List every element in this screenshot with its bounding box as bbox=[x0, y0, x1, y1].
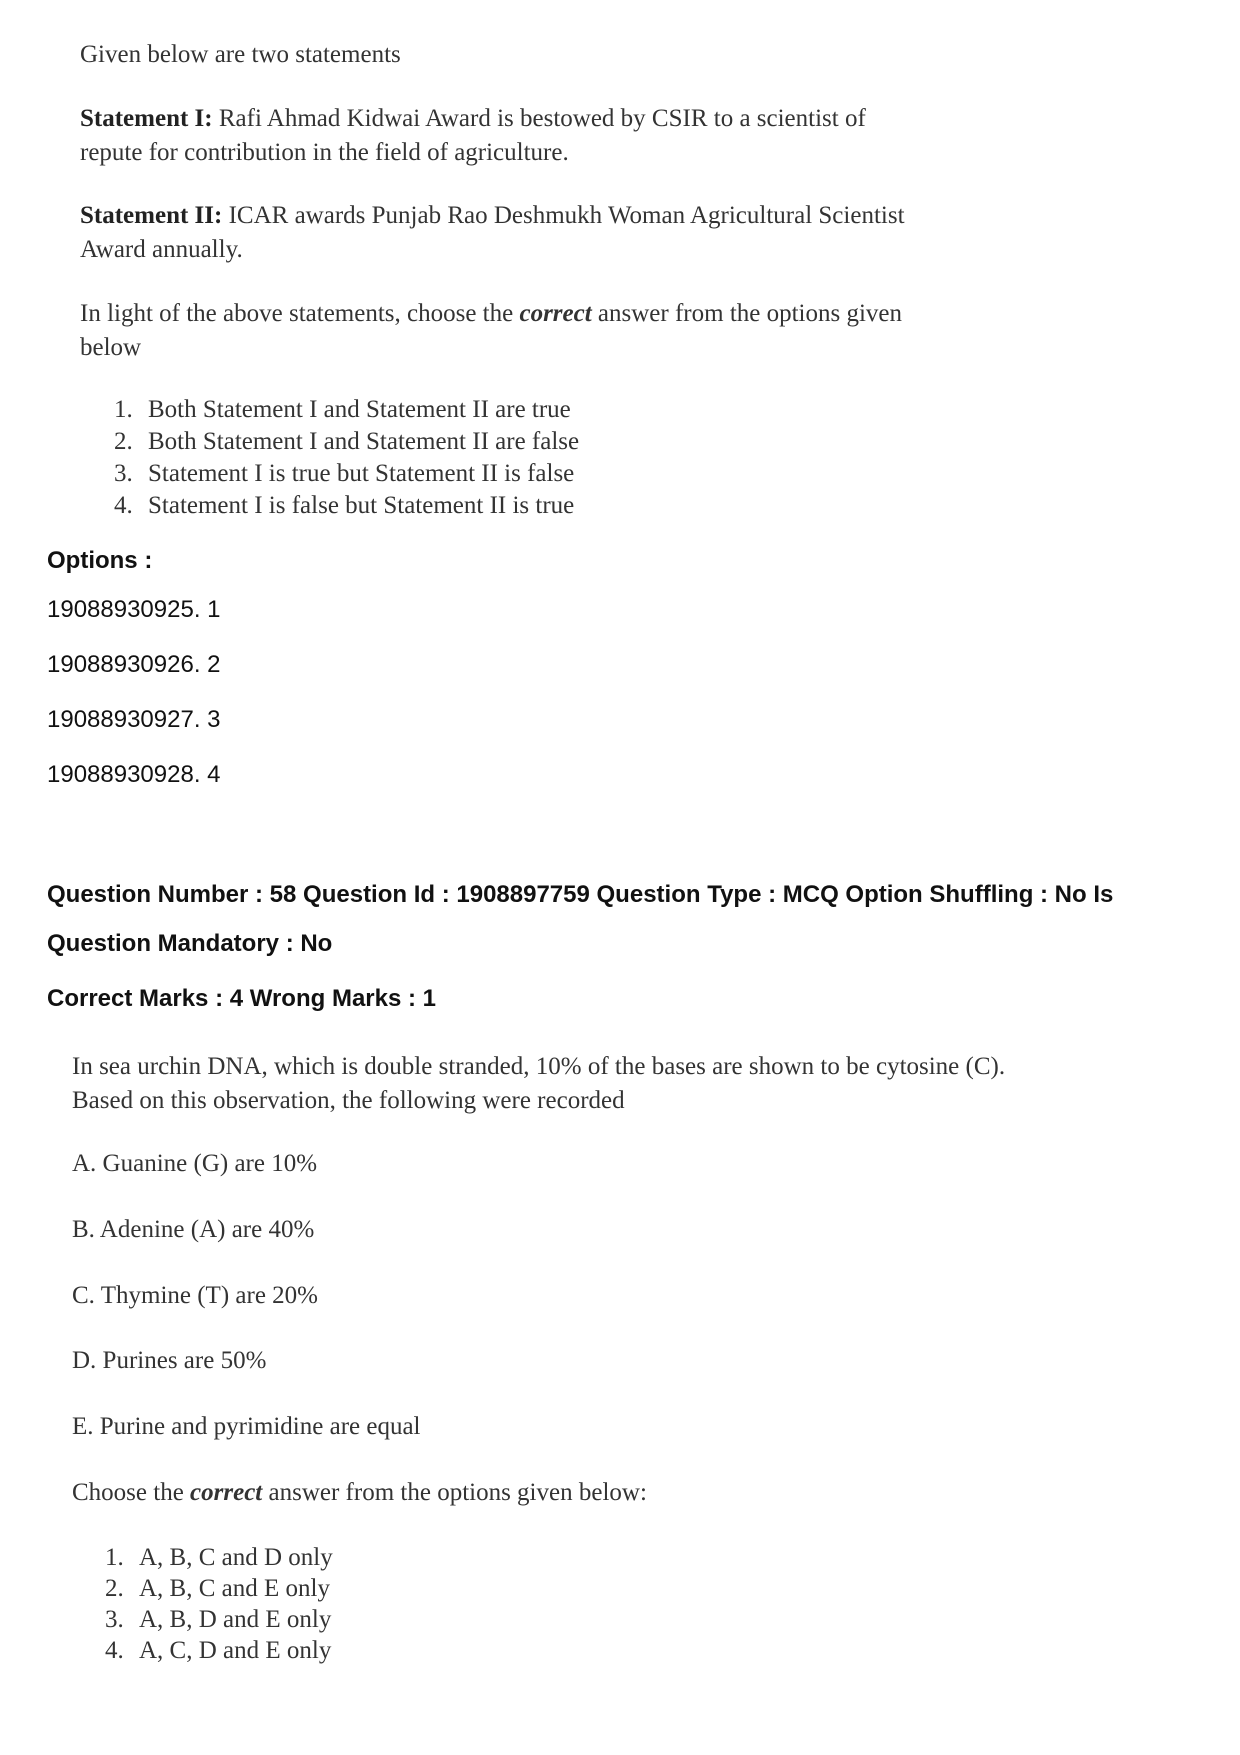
question-58-meta bbox=[47, 870, 1217, 1023]
q58-choice-text: A, B, D and E only bbox=[139, 1605, 332, 1633]
option-item: 19088930926. 2 bbox=[47, 651, 221, 678]
q57-choice-text: Both Statement I and Statement II are true bbox=[148, 396, 571, 424]
question-57-body bbox=[80, 38, 960, 522]
q57-prompt bbox=[80, 297, 960, 365]
q57-choice bbox=[114, 426, 960, 458]
option-item: 19088930928. 4 bbox=[47, 761, 221, 788]
q58-choice-text: A, B, C and E only bbox=[139, 1574, 330, 1602]
q58-choice bbox=[105, 1604, 1032, 1635]
q58-choice-list bbox=[105, 1542, 1032, 1666]
q57-choice-text: Statement I is true but Statement II is false bbox=[148, 460, 575, 488]
q58-prompt-a: Choose the bbox=[72, 1478, 191, 1506]
q57-choice-num: 4. bbox=[114, 492, 133, 520]
options-heading: Options : bbox=[47, 547, 153, 574]
q58-choice bbox=[105, 1635, 1032, 1666]
option-item: 19088930927. 3 bbox=[47, 706, 221, 733]
q58-statement: B. Adenine (A) are 40% bbox=[72, 1215, 315, 1243]
q58-statement: C. Thymine (T) are 20% bbox=[72, 1281, 318, 1309]
q58-statement: E. Purine and pyrimidine are equal bbox=[72, 1413, 421, 1440]
q57-prompt-a: In light of the above statements, choose the bbox=[80, 299, 520, 327]
q58-statement: A. Guanine (G) are 10% bbox=[72, 1150, 318, 1177]
q58-prompt bbox=[72, 1476, 1032, 1510]
q57-choice bbox=[114, 394, 960, 426]
q58-choice-num: 2. bbox=[105, 1574, 124, 1602]
q57-choice-num: 2. bbox=[114, 428, 133, 456]
option-item: 19088930925. 1 bbox=[47, 596, 221, 623]
q58-intro-line-2: Based on this observation, the following were recorded bbox=[72, 1087, 625, 1114]
q57-choice-text: Both Statement I and Statement II are false bbox=[148, 428, 580, 456]
q58-choice bbox=[105, 1573, 1032, 1604]
q57-choice-num: 3. bbox=[114, 460, 133, 488]
q58-choice-text: A, C, D and E only bbox=[139, 1636, 332, 1664]
q58-choice-num: 3. bbox=[105, 1605, 124, 1633]
question-58-body bbox=[72, 1050, 1032, 1666]
q57-prompt-b: answer from the options given below bbox=[80, 299, 903, 361]
q58-choice-text: A, B, C and D only bbox=[139, 1543, 333, 1571]
q57-choice-num: 1. bbox=[114, 396, 133, 424]
options-section bbox=[47, 540, 1197, 788]
q58-prompt-b: answer from the options given below: bbox=[262, 1478, 647, 1506]
q57-prompt-em: correct bbox=[519, 299, 592, 327]
q58-choice-num: 4. bbox=[105, 1636, 124, 1664]
q58-statement: D. Purines are 50% bbox=[72, 1347, 267, 1375]
q57-statement-2-label: Statement II: bbox=[80, 202, 223, 230]
q58-intro-line-1: In sea urchin DNA, which is double stranded, 10% of the bases are shown to be cytosine (C). bbox=[72, 1053, 1006, 1080]
q57-statement-2 bbox=[80, 199, 920, 267]
q57-statement-2-text: ICAR awards Punjab Rao Deshmukh Woman Agricultural Scientist Award annually. bbox=[80, 202, 905, 263]
q57-choice bbox=[114, 490, 960, 522]
q57-choice bbox=[114, 458, 960, 490]
q58-meta-line-1: Question Number : 58 Question Id : 1908897759 Question Type : MCQ Option Shuffling : No Is bbox=[47, 881, 1114, 908]
q57-choice-text: Statement I is false but Statement II is true bbox=[148, 492, 575, 520]
q57-intro: Given below are two statements bbox=[80, 41, 401, 68]
q58-prompt-em: correct bbox=[190, 1478, 263, 1506]
q58-choice-num: 1. bbox=[105, 1543, 124, 1571]
q57-choice-list bbox=[114, 394, 960, 522]
q58-meta-line-2: Question Mandatory : No bbox=[47, 930, 333, 957]
q57-statement-1-text: Rafi Ahmad Kidwai Award is bestowed by CSIR to a scientist of repute for contribution in the field of agriculture. bbox=[80, 104, 866, 166]
q57-statement-1 bbox=[80, 102, 920, 170]
q58-choice bbox=[105, 1542, 1032, 1573]
q58-meta-line-3: Correct Marks : 4 Wrong Marks : 1 bbox=[47, 985, 437, 1012]
q57-statement-1-label: Statement I: bbox=[80, 104, 213, 132]
